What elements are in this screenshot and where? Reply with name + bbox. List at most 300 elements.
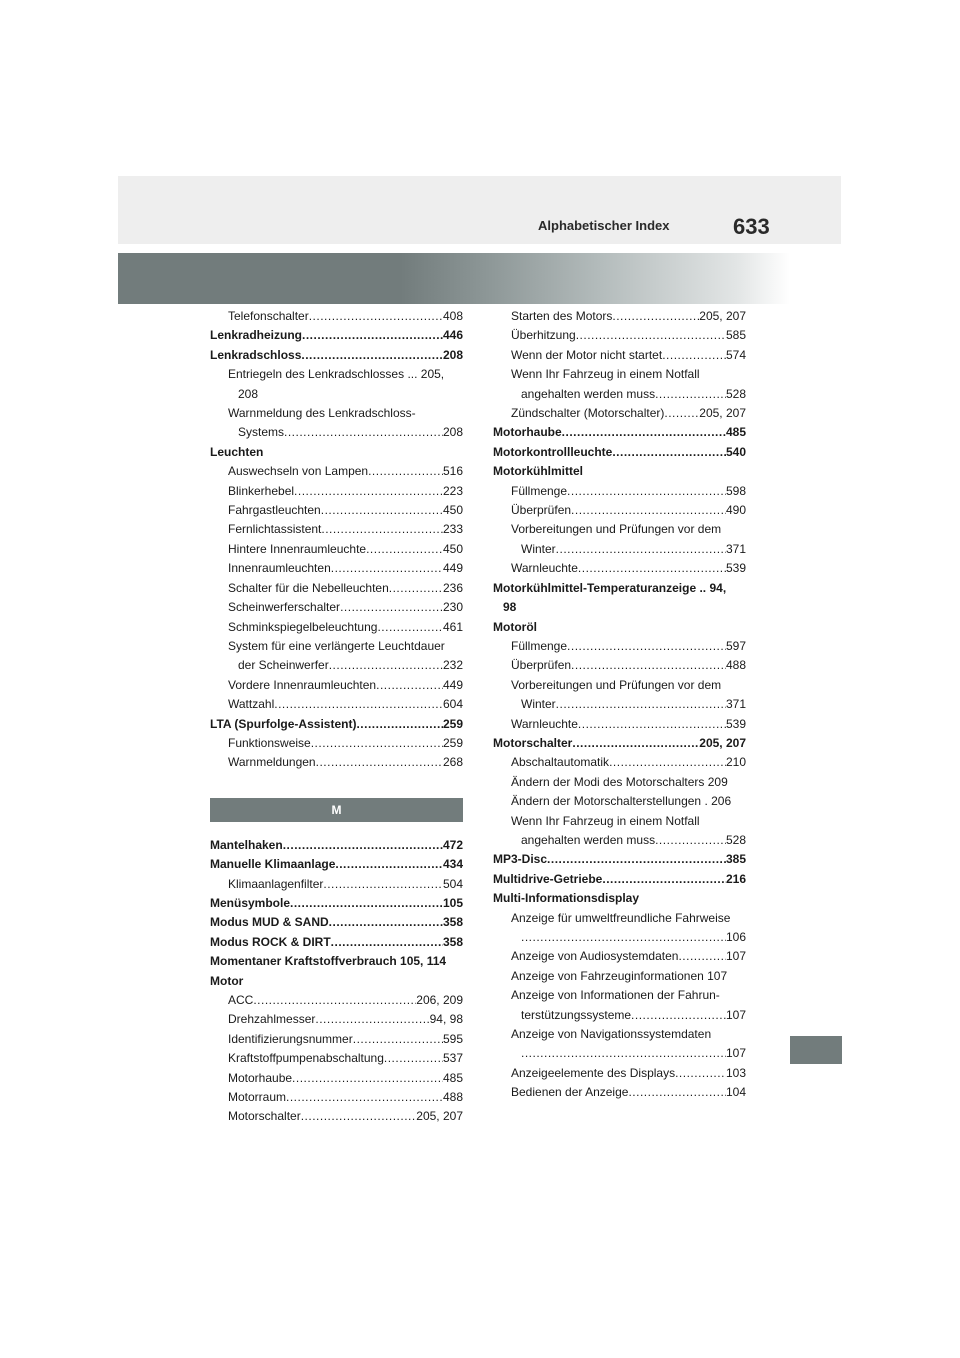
index-term: Warnleuchte [511, 561, 578, 576]
page-reference: 371 [725, 697, 746, 712]
index-line [210, 501, 463, 520]
index-term: Blinkerhebel [228, 483, 295, 498]
dot-leader [377, 618, 443, 637]
index-line [210, 933, 463, 952]
index-term: Momentaner Kraftstoffverbrauch 105, 114 [210, 954, 447, 969]
index-line [210, 734, 463, 753]
index-list-right [493, 307, 746, 1103]
page-reference: 488 [725, 658, 746, 673]
index-entry-sub [493, 656, 746, 675]
index-line [493, 676, 746, 695]
index-entry-main [493, 462, 746, 481]
index-line [493, 831, 746, 850]
dot-leader [612, 443, 726, 462]
page-reference: 490 [725, 503, 746, 518]
index-line [210, 656, 463, 675]
index-line [493, 850, 746, 869]
index-line [493, 1064, 746, 1083]
page-reference: 208 [442, 425, 463, 440]
index-term: Multi-Informationsdisplay [493, 891, 640, 906]
index-line [210, 559, 463, 578]
index-column-left [210, 307, 463, 1127]
index-entry-main [210, 894, 463, 913]
dot-leader [292, 1069, 443, 1088]
page-reference: 223 [442, 483, 463, 498]
index-line [210, 423, 463, 442]
index-line [210, 482, 463, 501]
index-entry-main [493, 443, 746, 462]
dot-leader [353, 1030, 443, 1049]
page-reference: 208 [442, 347, 463, 362]
index-term: Entriegeln des Lenkradschlosses ... 205, [228, 367, 445, 382]
page-reference: 472 [442, 837, 463, 852]
dot-leader [556, 540, 726, 559]
index-entry-sub [210, 753, 463, 772]
dot-leader [664, 404, 699, 423]
index-term: Anzeige von Navigationssystemdaten [511, 1027, 712, 1042]
page-reference: 205, 207 [699, 735, 746, 750]
dot-leader [376, 676, 443, 695]
dot-leader [286, 1088, 443, 1107]
index-term: Motorkühlmittel [493, 464, 583, 479]
index-line [210, 1069, 463, 1088]
index-line [493, 598, 746, 617]
index-line [210, 1010, 463, 1029]
page-reference: 358 [442, 915, 463, 930]
index-entry-sub [493, 967, 746, 986]
index-line [210, 346, 463, 365]
dot-leader [571, 656, 726, 675]
index-term: Menüsymbole [210, 895, 291, 910]
index-line [493, 909, 746, 928]
index-entry-sub [210, 365, 463, 404]
index-entry-sub [210, 676, 463, 695]
dot-leader [562, 423, 726, 442]
index-term: 98 [503, 600, 517, 615]
index-entry-sub [493, 501, 746, 520]
index-line [493, 520, 746, 539]
index-line [493, 346, 746, 365]
index-line [493, 1025, 746, 1044]
index-term: Schalter für die Nebelleuchten [228, 580, 389, 595]
index-term: angehalten werden muss [521, 832, 656, 847]
dot-leader [331, 933, 443, 952]
index-entry-sub [210, 637, 463, 676]
dot-leader [321, 501, 443, 520]
page-reference: 449 [442, 561, 463, 576]
index-entry-main [493, 579, 746, 618]
dot-leader [567, 637, 726, 656]
page-reference: 485 [725, 425, 746, 440]
index-entry-main [210, 913, 463, 932]
index-entry-sub [493, 1025, 746, 1064]
index-term: Ändern der Modi des Motorschalters 209 [511, 774, 728, 789]
index-entry-sub [210, 1049, 463, 1068]
index-term: Motor [210, 973, 244, 988]
index-term: Hintere Innenraumleuchte [228, 541, 367, 556]
header-gradient-bar [118, 253, 790, 304]
index-column-right [493, 307, 746, 1103]
index-term: System für eine verlängerte Leuchtdauer [228, 638, 445, 653]
index-entry-main [210, 855, 463, 874]
index-entry-sub [493, 715, 746, 734]
index-line [493, 326, 746, 345]
dot-leader [294, 482, 443, 501]
index-line [210, 952, 463, 971]
index-entry-sub [210, 598, 463, 617]
index-line [493, 637, 746, 656]
page-reference: 106 [725, 930, 746, 944]
index-entry-sub [493, 812, 746, 851]
dot-leader [389, 579, 443, 598]
dot-leader [678, 947, 726, 966]
index-term: ACC [228, 993, 254, 1007]
dot-leader [309, 307, 443, 326]
index-term: Ändern der Motorschalterstellungen . 206 [511, 794, 732, 809]
index-entry-main [210, 972, 463, 991]
page-reference: 408 [442, 309, 463, 323]
index-entry-sub [493, 773, 746, 792]
index-entry-sub [210, 1069, 463, 1088]
index-entry-main [493, 618, 746, 637]
dot-leader [316, 753, 443, 772]
index-entry-main [210, 952, 463, 971]
index-term: Systems [238, 425, 285, 440]
index-term: LTA (Spurfolge-Assistent) [210, 716, 357, 731]
index-entry-sub [493, 676, 746, 715]
index-line [493, 559, 746, 578]
index-term: Kraftstoffpumpenabschaltung [228, 1051, 384, 1066]
dot-leader [578, 559, 726, 578]
index-entry-main [210, 715, 463, 734]
index-line [210, 676, 463, 695]
page-reference: 216 [725, 871, 746, 886]
page-reference: 585 [725, 328, 746, 343]
index-term: terstützungssysteme [521, 1007, 632, 1022]
index-line [493, 501, 746, 520]
dot-leader [571, 501, 726, 520]
section-letter-header: M [210, 798, 463, 822]
dot-leader [384, 1049, 443, 1068]
index-term: Telefonschalter [228, 309, 309, 323]
dot-leader [321, 520, 443, 539]
index-line [493, 365, 746, 384]
index-term: Winter [521, 541, 556, 556]
index-line [493, 540, 746, 559]
page-reference: 434 [442, 857, 463, 872]
page-reference: 371 [725, 541, 746, 556]
index-term: Klimaanlagenfilter [228, 876, 324, 891]
index-list-left [210, 307, 463, 773]
index-entry-main [493, 850, 746, 869]
index-term: Abschaltautomatik [511, 755, 610, 770]
index-line [210, 365, 463, 384]
index-entry-sub [493, 947, 746, 966]
index-entry-sub [493, 326, 746, 345]
page-reference: 259 [442, 735, 463, 750]
dot-leader [655, 385, 726, 404]
page-reference: 259 [442, 716, 463, 731]
index-line [493, 443, 746, 462]
index-term: Winter [521, 697, 556, 712]
index-entry-sub [210, 540, 463, 559]
index-entry-sub [210, 734, 463, 753]
index-line [210, 875, 463, 894]
index-entry-sub [493, 559, 746, 578]
page-reference: 205, 207 [699, 309, 746, 323]
index-term: Anzeigeelemente des Displays [511, 1065, 676, 1080]
index-line [210, 307, 463, 326]
index-line [493, 618, 746, 637]
index-term: Identifizierungsnummer [228, 1031, 353, 1046]
index-term: Wenn der Motor nicht startet [511, 347, 663, 362]
page-reference: 206, 209 [416, 993, 463, 1007]
index-term: Multidrive-Getriebe [493, 871, 603, 886]
index-entry-sub [210, 695, 463, 714]
index-entry-sub [210, 1010, 463, 1029]
index-line [493, 462, 746, 481]
dot-leader [662, 346, 726, 365]
index-entry-sub [493, 637, 746, 656]
dot-leader [329, 656, 443, 675]
dot-leader [311, 734, 443, 753]
index-term: Warnleuchte [511, 716, 578, 731]
index-term: Vorbereitungen und Prüfungen vor dem [511, 522, 722, 537]
index-line [493, 870, 746, 889]
index-line [210, 913, 463, 932]
index-line [493, 1083, 746, 1102]
index-entry-sub [493, 1064, 746, 1083]
index-term: Auswechseln von Lampen [228, 464, 369, 479]
index-line [493, 482, 746, 501]
index-entry-sub [210, 875, 463, 894]
index-term: Lenkradheizung [210, 328, 303, 343]
index-line [210, 385, 463, 404]
index-line [210, 579, 463, 598]
index-entry-sub [210, 501, 463, 520]
page-reference: 528 [725, 386, 746, 401]
page-reference: 539 [725, 716, 746, 731]
page-reference: 210 [725, 755, 746, 770]
index-line [493, 1006, 746, 1025]
index-line [493, 753, 746, 772]
page-reference: 450 [442, 541, 463, 556]
index-term: Vordere Innenraumleuchten [228, 677, 377, 692]
index-line [210, 1049, 463, 1068]
index-line [210, 462, 463, 481]
index-entry-sub [210, 559, 463, 578]
page-reference: 604 [442, 697, 463, 712]
index-term: Wenn Ihr Fahrzeug in einem Notfall [511, 367, 700, 382]
index-entry-sub [210, 618, 463, 637]
index-term: Motorraum [228, 1090, 287, 1105]
index-entry-sub [210, 1030, 463, 1049]
index-line [210, 637, 463, 656]
page-reference: 230 [442, 600, 463, 615]
page-reference: 236 [442, 580, 463, 595]
index-term: Manuelle Klimaanlage [210, 857, 336, 872]
page-reference: 537 [442, 1051, 463, 1066]
index-line [493, 734, 746, 753]
index-line [493, 928, 746, 947]
dot-leader [366, 540, 443, 559]
page-reference: 205, 207 [416, 1109, 463, 1124]
dot-leader [283, 836, 443, 855]
index-entry-main [493, 870, 746, 889]
dot-leader [602, 870, 726, 889]
index-term: Anzeige für umweltfreundliche Fahrweise [511, 910, 731, 925]
dot-leader [301, 1107, 417, 1126]
index-line [493, 579, 746, 598]
index-line [493, 967, 746, 986]
index-term: Motorkühlmittel-Temperaturanzeige .. 94, [493, 580, 727, 595]
index-term: Motorschalter [228, 1109, 301, 1124]
index-term: Fernlichtassistent [228, 522, 322, 537]
index-entry-sub [493, 307, 746, 326]
index-line [210, 894, 463, 913]
index-line [493, 695, 746, 714]
index-term: der Scheinwerfer [238, 658, 329, 673]
page-reference: 385 [725, 852, 746, 867]
index-term: Modus MUD & SAND [210, 915, 329, 930]
page-reference: 107 [725, 949, 746, 964]
dot-leader [356, 715, 443, 734]
page-reference: 595 [442, 1031, 463, 1046]
dot-leader [655, 831, 726, 850]
dot-leader [274, 695, 443, 714]
index-term: Anzeige von Informationen der Fahrun- [511, 988, 720, 1003]
index-line [210, 540, 463, 559]
dot-leader [340, 598, 443, 617]
index-line [210, 404, 463, 423]
page-reference: 540 [725, 444, 746, 459]
page-reference: 598 [725, 483, 746, 498]
index-line [210, 598, 463, 617]
dot-leader [628, 1083, 726, 1102]
index-term: Lenkradschloss [210, 347, 302, 362]
index-line [210, 520, 463, 539]
index-line [210, 1107, 463, 1126]
thumb-index-tab [790, 1036, 842, 1064]
index-entry-sub [210, 404, 463, 443]
page-reference: 107 [725, 1007, 746, 1022]
index-line [493, 986, 746, 1005]
dot-leader [368, 462, 443, 481]
dot-leader [253, 991, 416, 1010]
index-line [493, 423, 746, 442]
page-reference: 205, 207 [699, 406, 746, 421]
index-line [493, 812, 746, 831]
index-term: Fahrgastleuchten [228, 503, 321, 518]
page-reference: 232 [442, 658, 463, 673]
index-line [493, 307, 746, 326]
index-term: Vorbereitungen und Prüfungen vor dem [511, 677, 722, 692]
index-line [210, 695, 463, 714]
dot-leader [567, 482, 726, 501]
index-line [493, 773, 746, 792]
page-reference: 94, 98 [429, 1012, 463, 1027]
page-reference: 574 [725, 347, 746, 362]
page-reference: 528 [725, 832, 746, 847]
page-reference: 446 [442, 328, 463, 343]
dot-leader [290, 894, 443, 913]
index-line [210, 836, 463, 855]
index-term: MP3-Disc [493, 852, 548, 867]
index-term: Anzeige von Fahrzeuginformationen 107 [511, 968, 728, 983]
dot-leader [284, 423, 443, 442]
index-term: 208 [238, 386, 259, 401]
index-term: Leuchten [210, 444, 264, 459]
page-reference: 504 [442, 876, 463, 891]
index-term: Zündschalter (Motorschalter) [511, 406, 665, 421]
index-entry-main [493, 889, 746, 908]
index-term: Überprüfen [511, 658, 572, 673]
index-entry-sub [493, 365, 746, 404]
index-line [493, 1044, 746, 1063]
index-entry-sub [493, 986, 746, 1025]
index-term: Motorhaube [493, 425, 562, 440]
index-entry-sub [210, 1107, 463, 1126]
index-term: Anzeige von Audiosystemdaten [511, 949, 679, 964]
dot-leader [329, 913, 443, 932]
index-entry-main [210, 836, 463, 855]
index-entry-sub [210, 1088, 463, 1107]
dot-leader [675, 1064, 726, 1083]
index-term: Wattzahl [228, 697, 275, 712]
page-reference: 233 [442, 522, 463, 537]
index-entry-sub [210, 579, 463, 598]
index-term: Bedienen der Anzeige [511, 1085, 629, 1100]
index-term: Füllmenge [511, 483, 568, 498]
index-line [210, 1030, 463, 1049]
index-entry-main [210, 443, 463, 462]
dot-leader [302, 326, 443, 345]
dot-leader [521, 1044, 726, 1063]
dot-leader [323, 875, 443, 894]
index-term: Modus ROCK & DIRT [210, 934, 331, 949]
index-term: Innenraumleuchten [228, 561, 331, 576]
index-entry-sub [493, 346, 746, 365]
index-term: Motorschalter [493, 735, 573, 750]
index-line [493, 385, 746, 404]
index-line [210, 715, 463, 734]
index-term: angehalten werden muss [521, 386, 656, 401]
index-list-m [210, 836, 463, 1127]
page-reference: 516 [442, 464, 463, 479]
index-entry-sub [493, 482, 746, 501]
index-term: Überprüfen [511, 503, 572, 518]
index-term: Wenn Ihr Fahrzeug in einem Notfall [511, 813, 700, 828]
index-term: Füllmenge [511, 638, 568, 653]
index-line [493, 947, 746, 966]
index-entry-sub [493, 792, 746, 811]
page-reference: 103 [725, 1065, 746, 1080]
index-entry-main [493, 423, 746, 442]
index-entry-sub [493, 404, 746, 423]
dot-leader [576, 326, 726, 345]
page-reference: 450 [442, 503, 463, 518]
page-reference: 539 [725, 561, 746, 576]
index-entry-main [493, 734, 746, 753]
dot-leader [572, 734, 699, 753]
index-term: Drehzahlmesser [228, 1012, 316, 1027]
index-term: Motorhaube [228, 1070, 293, 1085]
page-reference: 107 [725, 1046, 746, 1061]
dot-leader [547, 850, 726, 869]
page-reference: 449 [442, 677, 463, 692]
page-number: 633 [733, 214, 770, 239]
index-line [493, 656, 746, 675]
